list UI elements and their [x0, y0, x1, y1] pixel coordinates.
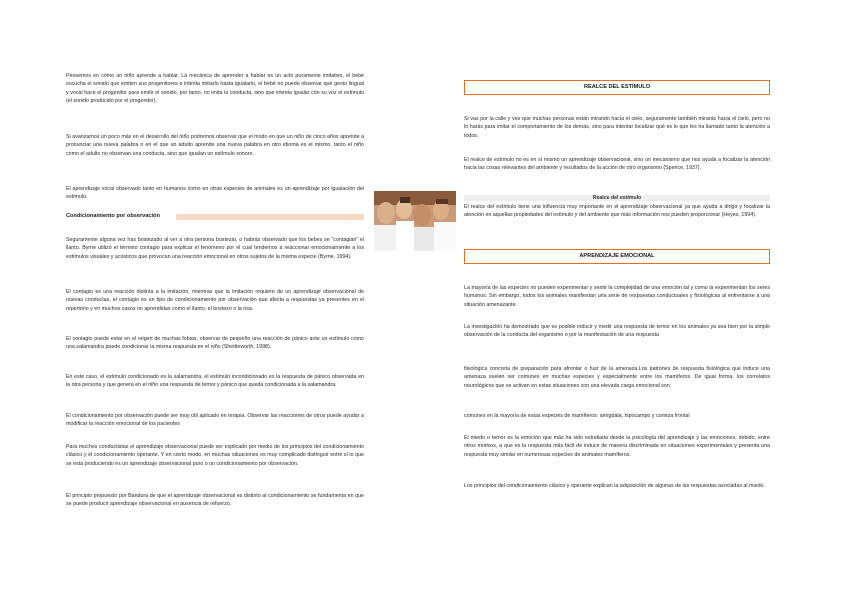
paragraph-enhancement-influence: El realce del estímulo tiene una influencia muy importante en el aprendizaje observacional ya que ayuda a dirigir y focalizar la atención en aquellas propiedades del estímulo y del ambiente que más información nos pueden proporcionar (Heyes, 1994). — [464, 204, 770, 219]
caption-bar-stimulus-enhancement: Realce del estímulo — [464, 195, 770, 201]
paragraph-enhancement-definition: El realce de estímulo no es en sí mismo un aprendizaje observacional, sino un mecanismo que nos ayuda a focalizar la atención hacia las cosas relevantes del ambiente y resultados de la acción de otro organismo (Spence, 1937). — [464, 157, 770, 172]
paragraph-vocal-learning: El aprendizaje vocal observado tanto en humanos como en otras especies de animales es un aprendizaje por igualación del estímulo. — [66, 186, 364, 201]
paragraph-species-emotions: La mayoría de las especies no pueden experimentar y sentir la complejidad de una emoción tal y como la experimentan los seres humanos. Sin embargo, todos los animales manifiestan una serie de respuestas conductuales y fisiológicas al enfrentarse a una situación amenazante. — [464, 285, 770, 308]
paragraph-contagion-vs-imitation: El contagio es una reacción distinta a la imitación, mientras que la imitación requiere de un aprendizaje observacional de nuevas conductas, el contagio es un tipo de condicionamiento por observación que afecta a respuestas ya presentes en el repertorio y en muchos casos no aprendidas como el llanto, el bostezo o la risa. — [66, 289, 364, 312]
paragraph-salamander: En este caso, el estímulo condicionado es la salamandra, el estímulo incondicionado es la respuesta de pánico observada en la otra persona y que genera en el niño una respuesta de temor y pánico que queda condicionada a la salamandra. — [66, 374, 364, 389]
paragraph-fear-emotion: El miedo o temor es la emoción que más ha sido estudiada desde la psicología del aprendizaje y las emociones, debido, entre otros motivos, a que es la respuesta más fácil de inducir de manera discriminada en situaciones experimentales y presenta una respuesta muy similar en numerosas especies de animales mamíferos. — [464, 435, 770, 458]
photo-illustration — [374, 191, 456, 251]
subhead-highlight-bar — [176, 214, 364, 220]
paragraph-therapy: El condicionamiento por observación puede ser muy útil aplicado en terapia. Observar las reacciones de otros puede ayudar a modificar la reacción emocional de los pacientes — [66, 413, 364, 428]
paragraph-phobias: El contagio puede estar en el origen de muchas fobias, observar de pequeño una reacción de pánico ante un estímulo como una salamandra puede condicionar la misma respuesta en el niño (Shettleworth, 1998). — [66, 336, 364, 351]
section-heading-conditioning: Condicionamiento por observación — [66, 213, 160, 219]
paragraph-child-development: Si avanzamos un poco más en el desarrollo del niño podremos observar que el modo en que un niño de cinco años aprende a pronunciar una nueva palabra o en el que un adulto aprende una nueva palabra en otro idioma es el mismo, tanto el niño como el adulto no observan una conducta, sino que igualan un estímulo sonoro. — [66, 134, 364, 157]
paragraph-speech-imitation: Pensemos en cómo un niño aprende a hablar. La mecánica de aprender a hablar es un acto puramente imitativo, el bebé escucha el sonido que emiten sus progenitores e intenta imitarlo hasta igualarlo, el bebé no puede observar qué gesto lingual y vocal hace el progenitor para emitir el sonido, por tanto, no imita la conducta, sino que intenta igualar con su voz el estímulo (el sonido producido por el progenitor). — [66, 73, 364, 105]
paragraph-fear-research: La investigación ha demostrado que es posible inducir y medir una respuesta de temor en los animales ya sea bien por la simple observación de la conducta del organismo o por la manifestación de una respuesta — [464, 324, 770, 339]
section-box-emotional-learning: APRENDIZAJE EMOCIONAL — [464, 249, 770, 264]
paragraph-fear-conditioning: Los principios del condicionamiento clásico y operante explican la adquisición de algunas de las respuestas asociadas al miedo. — [464, 483, 765, 489]
paragraph-contagion: Seguramente alguna vez has bostezado al ver a otra persona bostezar, o habrás observado que los bebes se “contagian” el llanto. Byrne utilizó el término contagio para explicar el fenómeno por el cual tendemos a reaccionar emocionalmente a los estímulos visuales y acústicos que provocan una reacción emocional en otros sujetos de la misma especie (Byrne, 1994). — [66, 237, 364, 260]
paragraph-brain-structures: comunes en la mayoría de estas especies de mamíferos: amígdala, hipocampo y corteza frontal — [464, 413, 690, 419]
paragraph-bandura: El principio propuesto por Bandura de que el aprendizaje observacional es distinto al condicionamiento se fundamenta en que se puede producir aprendizaje observacional en ausencia de refuerzo. — [66, 493, 364, 508]
paragraph-behaviorists: Para muchos conductistas el aprendizaje observacional puede ser explicado por medio de los principios del condicionamiento clásico y el condicionamiento operante. Y en cierto modo, en muchas situaciones es muy complicado distinguir entre si lo que se está produciendo es un aprendizaje observacional puro o un condicionamiento por observación. — [66, 444, 364, 467]
photo-people-looking-up — [374, 191, 456, 251]
paragraph-physiological-patterns: fisiológica concreta de preparación para afrontar o huir de la amenaza.Los patrones de respuesta fisiológica que induce una amenaza suelen ser comunes en muchas especies y especialmente entre los mamíferos. De igual forma, los correlatos neurológicos que se activan en estas situaciones con una elevada carga emocional son — [464, 366, 770, 389]
section-box-stimulus-enhancement: REALCE DEL ESTÍMULO — [464, 80, 770, 95]
paragraph-street-example: Si vas por la calle y ves que muchas personas están mirando hacia el cielo, seguramente también mirarás hacia el cielo, pero no lo harás para imitar el comportamiento de los demás, sino para intentar localizar qué es lo que les ha llamado tanto la atención a todos. — [464, 116, 770, 139]
